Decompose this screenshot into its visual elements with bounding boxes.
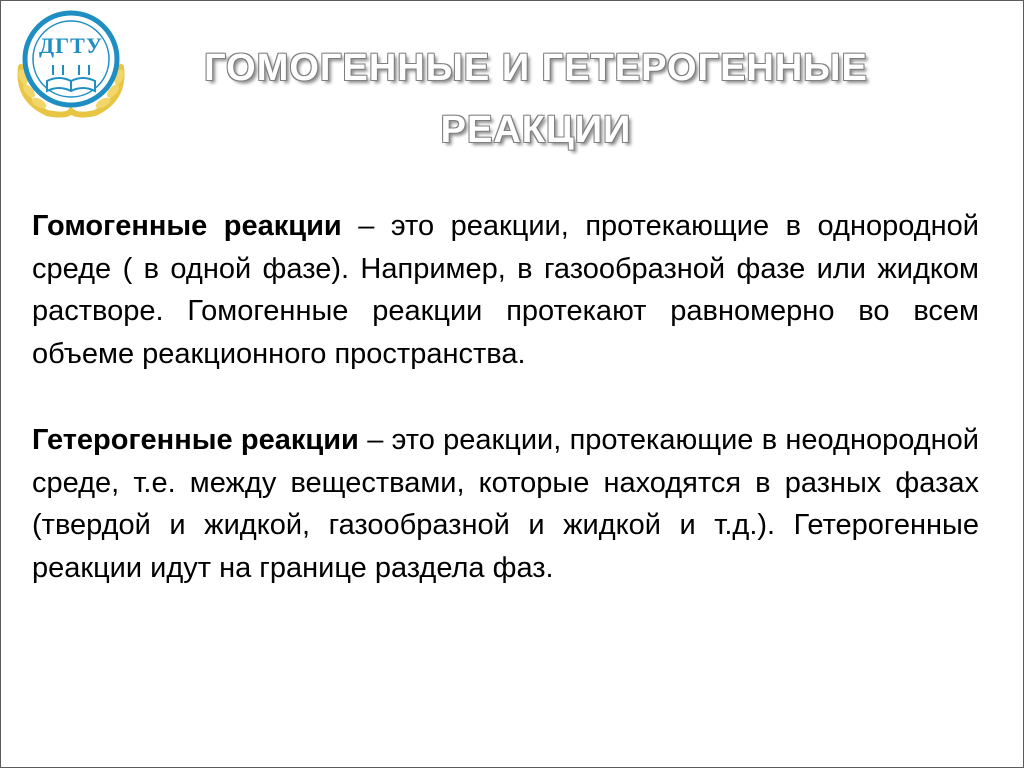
term-heterogeneous: Гетерогенные реакции xyxy=(32,424,359,456)
definition-homogeneous: – это реакции, протекающие в однородной среде ( в одной фазе). Например, в газообразной фазе или жидком растворе. Гомогенные реакции протекают равномерно во всем объеме реакционного пространства. xyxy=(32,210,979,370)
slide-content xyxy=(32,205,979,589)
paragraph-heterogeneous xyxy=(32,419,979,589)
title-line-2: РЕАКЦИИ xyxy=(440,109,632,151)
title-line-1: ГОМОГЕННЫЕ И ГЕТЕРОГЕННЫЕ xyxy=(204,47,868,89)
term-homogeneous: Гомогенные реакции xyxy=(32,210,342,242)
page-title xyxy=(151,37,921,161)
definition-heterogeneous: – это реакции, протекающие в неоднородной среде, т.е. между веществами, которые находятся в разных фазах (твердой и жидкой, газообразной и жидкой и т.д.). Гетерогенные реакции идут на границе раздела фаз. xyxy=(32,424,979,584)
paragraph-homogeneous xyxy=(32,205,979,375)
logo-text: ДГТУ xyxy=(39,33,103,58)
university-emblem-icon xyxy=(7,7,135,119)
